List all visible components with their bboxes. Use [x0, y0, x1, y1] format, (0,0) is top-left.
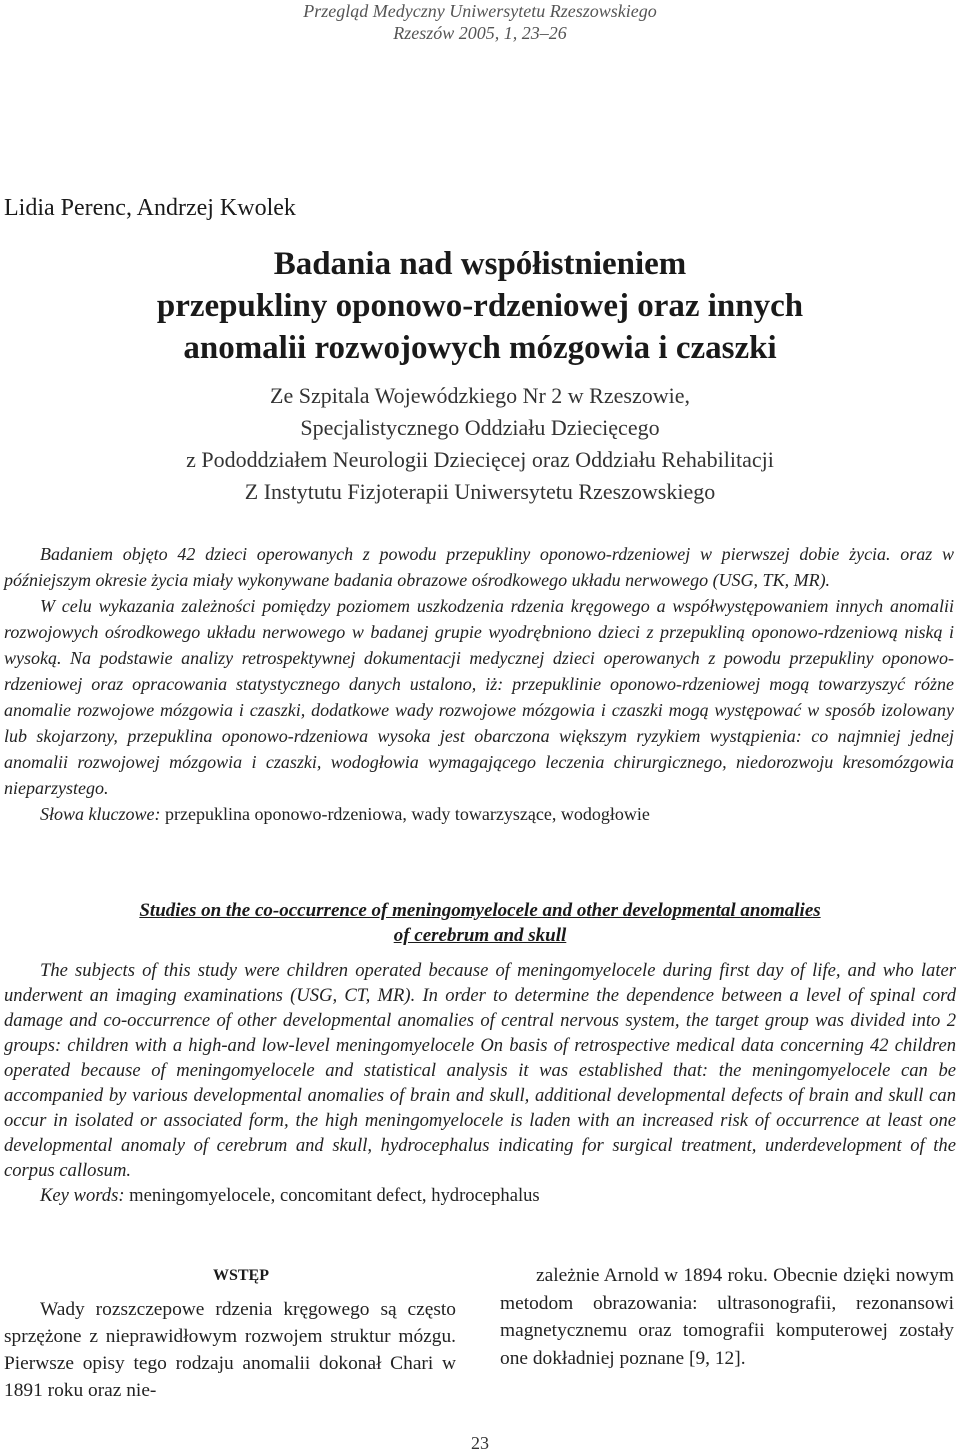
keywords-en-text: meningomyelocele, concomitant defect, hydrocephalus: [124, 1185, 540, 1206]
article-title: [0, 243, 960, 369]
title-line-3: anomalii rozwojowych mózgowia i czaszki: [183, 330, 777, 366]
title-line-2: przepukliny oponowo-rdzeniowej oraz innych: [156, 288, 804, 324]
journal-issue: Rzeszów 2005, 1, 23–26: [393, 23, 567, 43]
page-number: 23: [471, 1433, 489, 1453]
intro-right-column: zależnie Arnold w 1894 roku. Obecnie dzięki nowym metodom obrazowania: ultrasonografii, rezonansowi magnetycznemu oraz tomografii komputerowej zostały one dokładniej poznane [9, 12].: [500, 1265, 954, 1369]
title-line-1: Badania nad współistnieniem: [273, 246, 687, 282]
affiliation-line-3: z Pododdziałem Neurologii Dziecięcej oraz Oddziału Rehabilitacji: [186, 447, 774, 472]
english-title-line-1: Studies on the co-occurrence of meningomyelocele and other developmental anomalies: [139, 900, 821, 921]
abstract-polish: [4, 541, 954, 827]
keywords-pl-text: przepuklina oponowo-rdzeniowa, wady towarzyszące, wodogłowie: [160, 804, 650, 824]
affiliation-line-4: Z Instytutu Fizjoterapii Uniwersytetu Rzeszowskiego: [244, 479, 716, 504]
abstract-pl-paragraph-2: W celu wykazania zależności pomiędzy poziomem uszkodzenia rdzenia kręgowego a współwystępowaniem innych anomalii rozwojowych ośrodkowego układu nerwowego w badanej grupie wyodrębniono dzieci z przepukliną oponowo-rdzeniową niską i wysoką. Na podstawie analizy retrospektywnej dokumentacji medycznej dzieci operowanych z powodu przepukliny oponowo-rdzeniowej oraz opracowania statystycznego danych ustalono, iż: przepuklinie oponowo-rdzeniowej mogą towarzyszyć różne anomalie rozwojowe mózgowia i czaszki, dodatkowe wady rozwojowe mózgowia i czaszki mogą występować w sposób izolowany lub skojarzony, przepuklina oponowo-rdzeniowa wysoka jest obarczona większym ryzykiem wystąpienia: co najmniej jednej anomalii rozwojowej mózgowia i czaszki, wodogłowia wymagającego leczenia chirurgicznego, niedorozwoju kresomózgowia nieparzystego.: [4, 596, 954, 798]
journal-name: Przegląd Medyczny Uniwersytetu Rzeszowskiego: [303, 1, 657, 21]
affiliation-line-1: Ze Szpitala Wojewódzkiego Nr 2 w Rzeszowie,: [270, 383, 690, 408]
affiliations: [0, 380, 960, 508]
keywords-pl: [4, 801, 954, 827]
english-title-line-2: of cerebrum and skull: [393, 925, 567, 946]
abstract-en-paragraph: The subjects of this study were children operated because of meningomyelocele during first day of life, and who later underwent an imaging examinations (USG, CT, MR). In order to determine the dependence between a level of spinal cord damage and co-occurrence of other developmental anomalies of central nervous system, the target group was divided into 2 groups: children with a high-and low-level meningomyelocele On basis of retrospective medical data concerning 42 children operated because of meningomyelocele and statistical analysis it was established that: the meningomyelocele can be accompanied by various developmental anomalies of brain and skull, additional developmental defects of brain and skull can occur in isolated or associated form, the high meningomyelocele is laden with an increased risk of occurrence at least one developmental anomaly of cerebrum and skull, hydrocephalus indicating for surgical treatment, underdevelopment of the corpus callosum.: [4, 960, 956, 1181]
abstract-english: [4, 958, 956, 1208]
english-title: [0, 898, 960, 948]
abstract-pl-paragraph-1: Badaniem objęto 42 dzieci operowanych z powodu przepukliny oponowo-rdzeniowej w pierwszej dobie życia. oraz w późniejszym okresie życia miały wykonywane badania obrazowe ośrodkowego układu nerwowego (USG, TK, MR).: [4, 544, 954, 590]
affiliation-line-2: Specjalistycznego Oddziału Dziecięcego: [300, 415, 660, 440]
section-heading-intro: WSTĘP: [212, 1267, 269, 1284]
keywords-en-label: Key words:: [40, 1185, 125, 1206]
authors: Lidia Perenc, Andrzej Kwolek: [4, 195, 296, 221]
keywords-en: [4, 1183, 956, 1208]
keywords-pl-label: Słowa kluczowe:: [40, 804, 161, 824]
intro-left-column: Wady rozszczepowe rdzenia kręgowego są często sprzężone z nieprawidłowym rozwojem struktur mózgu. Pierwsze opisy tego rodzaju anomalii dokonał Chari w 1891 roku oraz nie-: [4, 1299, 456, 1401]
